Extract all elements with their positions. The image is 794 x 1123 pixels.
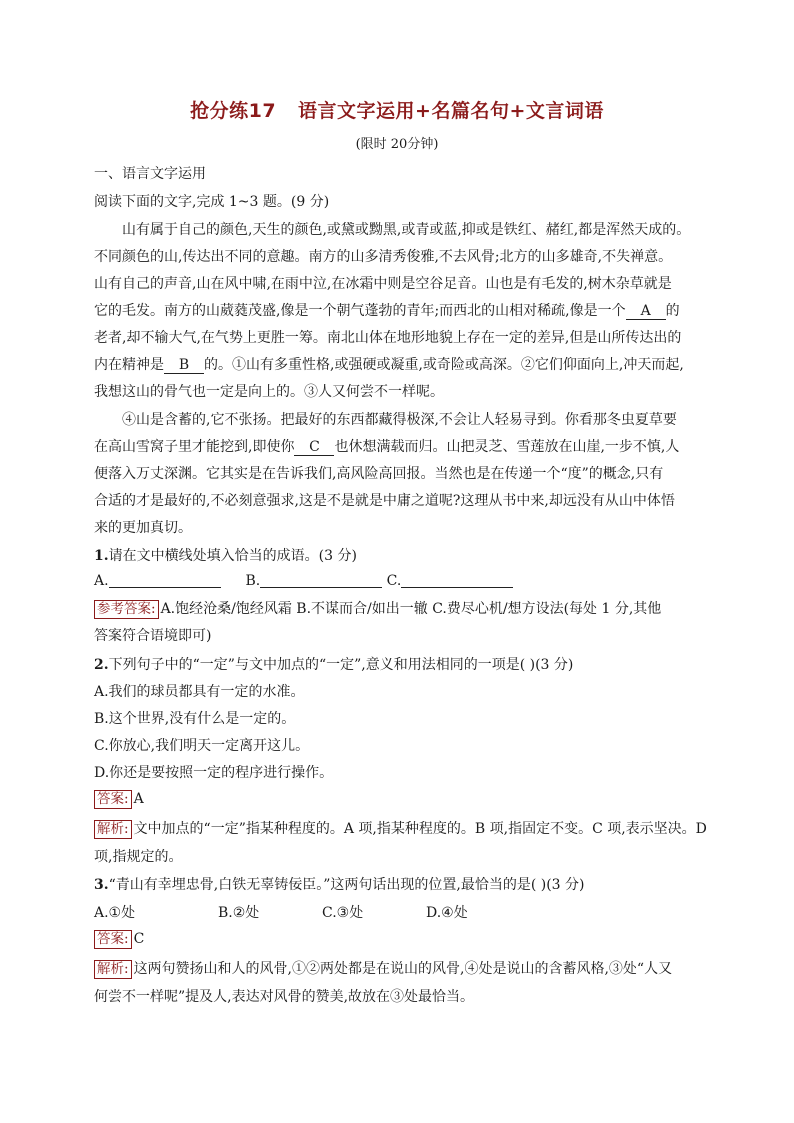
q3-options [94, 902, 714, 922]
passage-line: 来的更加真切。 [94, 520, 192, 536]
q3-option-a: A.①处 [94, 905, 136, 921]
explanation-tag: 解析: [94, 960, 132, 979]
q1-reference-answer-cont: 答案符合语境即可) [94, 628, 212, 644]
question-number: 1. [94, 548, 109, 564]
page-title [0, 96, 794, 123]
time-limit: (限时 20分钟) [355, 137, 439, 152]
q2-explanation-cont: 项,指规定的。 [94, 849, 183, 865]
q1-label-c: C. [386, 573, 402, 589]
section-heading: 一、语言文字运用 [94, 166, 206, 182]
question-text: “青山有幸埋忠骨,白铁无辜铸佞臣。”这两句话出现的位置,最恰当的是( )(3 分) [108, 877, 585, 893]
passage-text: 在高山雪窝子里才能挖到,即使你 [94, 439, 295, 455]
question-2 [94, 654, 714, 674]
passage-text: 它的毛发。南方的山葳蕤茂盛,像是一个朝气蓬勃的青年;而西北的山相对稀疏,像是一个 [94, 303, 626, 319]
q2-option-b: B.这个世界,没有什么是一定的。 [94, 711, 296, 727]
question-1 [94, 545, 714, 565]
explanation-text: 这两句赞扬山和人的风骨,①②两处都是在说山的风骨,④处是说山的含蓄风格,③处“人又 [133, 961, 673, 977]
q2-option-d: D.你还是要按照一定的程序进行操作。 [94, 765, 334, 781]
q2-answer [94, 790, 714, 809]
passage-text: 的 [665, 303, 680, 319]
q3-option-b: B.②处 [218, 905, 260, 921]
passage-line: 合适的才是最好的,不必刻意强求,这是不是就是中庸之道呢?这理从书中来,却远没有从山中体悟 [94, 493, 675, 509]
passage-line: 山有自己的声音,山在风中啸,在雨中泣,在冰霜中则是空谷足音。山也是有毛发的,树木杂草就是 [94, 276, 672, 292]
passage-line: 便落入万丈深渊。它其实是在告诉我们,高风险高回报。当然也是在传递一个“度”的概念,只有 [94, 466, 664, 482]
blank-a: A [626, 303, 666, 320]
answer-tag: 答案: [94, 790, 132, 809]
passage-line: 山有属于自己的颜色,天生的颜色,或黛或黝黑,或青或蓝,抑或是铁红、赭红,都是浑然天成的。 [122, 222, 691, 238]
question-number: 3. [94, 877, 109, 893]
explanation-text: 文中加点的“一定”指某种程度的。A 项,指某种程度的。B 项,指固定不变。C 项,表示坚决。D [133, 821, 707, 837]
reference-answer-text: A.饱经沧桑/饱经风霜 B.不谋而合/如出一辙 C.费尽心机/想方设法(每处 1 分,其他 [160, 601, 662, 617]
answer-tag: 答案: [94, 930, 132, 949]
passage-line [94, 436, 714, 456]
blank-c: C [294, 439, 334, 456]
q1-answer-blanks [94, 573, 714, 589]
passage-line [94, 300, 714, 320]
blank-b: B [164, 357, 204, 374]
question-number: 2. [94, 657, 109, 673]
question-text: 下列句子中的“一定”与文中加点的“一定”,意义和用法相同的一项是( )(3 分) [108, 657, 574, 673]
passage-text: 也休想满载而归。山把灵芝、雪莲放在山崖,一步不慎,人 [334, 439, 680, 455]
passage-line [94, 354, 714, 374]
answer-value: C [133, 931, 145, 947]
question-text: 请在文中横线处填入恰当的成语。(3 分) [108, 548, 357, 564]
q1-blank-c[interactable] [401, 573, 513, 588]
q2-explanation [94, 818, 714, 839]
title-practice-number: 抢分练17 [190, 100, 277, 122]
q1-label-a: A. [94, 573, 109, 589]
title-topic: 语言文字运用+名篇名句+文言词语 [298, 100, 604, 122]
passage-line: 我想这山的骨气也一定是向上的。③人又何尝不一样呢。 [94, 384, 444, 400]
q1-blank-b[interactable] [260, 573, 382, 588]
reference-answer-tag: 参考答案: [94, 600, 159, 619]
answer-value: A [133, 791, 144, 807]
q1-reference-answer [94, 598, 714, 619]
question-3 [94, 874, 714, 894]
q3-option-c: C.③处 [322, 905, 364, 921]
passage-line: 不同颜色的山,传达出不同的意趣。南方的山多清秀俊雅,不去风骨;北方的山多雄奇,不失禅意。 [94, 249, 673, 265]
passage-line: ④山是含蓄的,它不张扬。把最好的东西都藏得极深,不会让人轻易寻到。你看那冬虫夏草要 [122, 412, 677, 428]
q3-option-d: D.④处 [426, 905, 468, 921]
explanation-tag: 解析: [94, 820, 132, 839]
q3-answer [94, 930, 714, 949]
passage-text: 内在精神是 [94, 357, 164, 373]
passage-line: 老者,却不输大气,在气势上更胜一筹。南北山体在地形地貌上存在一定的差异,但是山所传达出的 [94, 330, 682, 346]
q1-label-b: B. [245, 573, 261, 589]
q1-blank-a[interactable] [109, 573, 221, 588]
section-instruction: 阅读下面的文字,完成 1~3 题。(9 分) [94, 194, 330, 210]
q2-option-a: A.我们的球员都具有一定的水准。 [94, 684, 305, 700]
q3-explanation-cont: 何尝不一样呢”提及人,表达对风骨的赞美,故放在③处最恰当。 [94, 989, 475, 1005]
q3-explanation [94, 958, 714, 979]
q2-option-c: C.你放心,我们明天一定离开这儿。 [94, 738, 310, 754]
passage-text: 的。①山有多重性格,或强硬或凝重,或奇险或高深。②它们仰面向上,冲天而起, [204, 357, 684, 373]
